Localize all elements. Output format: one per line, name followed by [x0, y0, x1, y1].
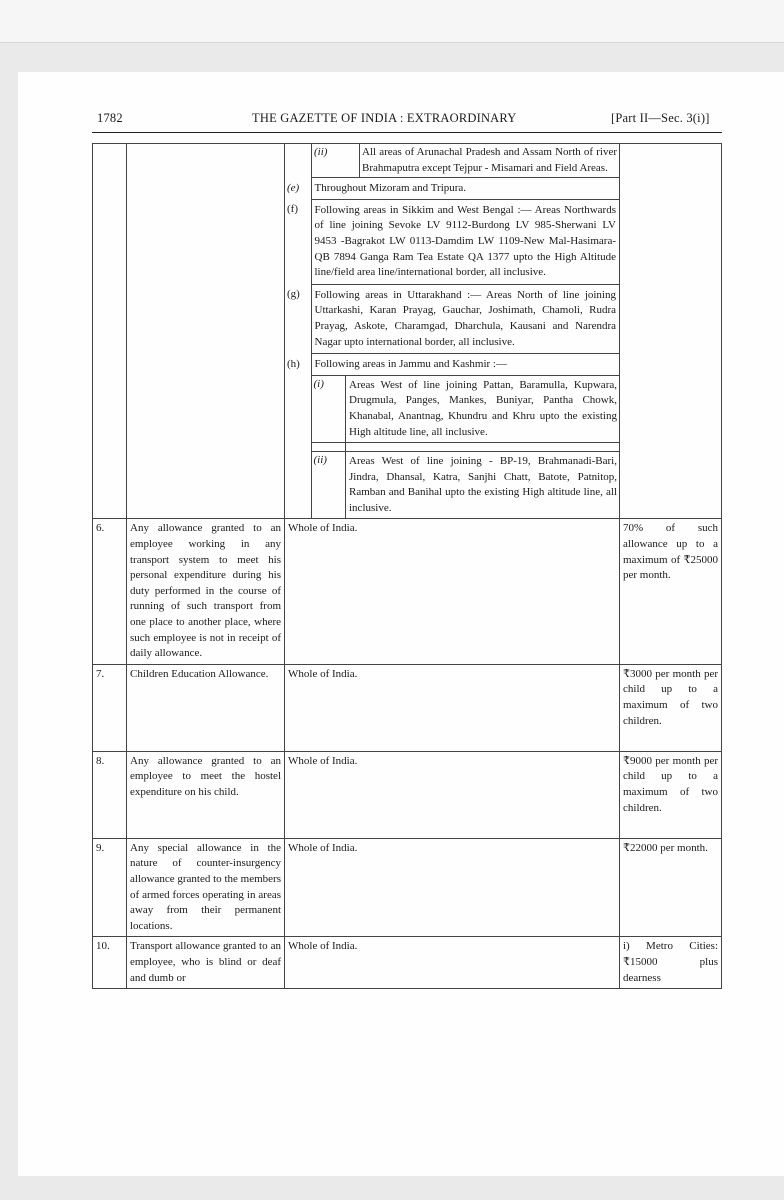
- area-text: All areas of Arunachal Pradesh and Assam North of river Brahmaputra except Tejpur - Misamari and Field Areas.: [360, 144, 620, 178]
- area-value: Whole of India.: [285, 751, 620, 838]
- sub-marker: (ii): [312, 144, 360, 178]
- row-number: 8.: [93, 751, 127, 838]
- area-text: Following areas in Jammu and Kashmir :—: [312, 354, 620, 376]
- allowance-description: Transport allowance granted to an employee, who is blind or deaf and dumb or: [127, 937, 285, 989]
- allowance-description: Children Education Allowance.: [127, 664, 285, 751]
- area-text: Areas West of line joining - BP-19, Brahmanadi-Bari, Jindra, Dhansal, Katra, Sanjhi Chatt, Batote, Patnitop, Ramban and Banihal upto the existing High altitude line, all inclusive.: [346, 452, 620, 519]
- item-marker: (h): [287, 357, 300, 370]
- cell-area-continued: [285, 144, 620, 519]
- list-item-d-ii: [285, 144, 619, 178]
- area-text: Throughout Mizoram and Tripura.: [311, 178, 619, 199]
- cell-limit-continued: [620, 144, 722, 519]
- area-value: Whole of India.: [285, 519, 620, 664]
- area-text: Areas West of line joining Pattan, Baramulla, Kupwara, Drugmula, Panges, Mankes, Buniyar, Pantha Chowk, Khanabal, Anantnag, Khundru and Khru upto the existing High altitude line, all inclusive.: [346, 376, 620, 443]
- table-row: [93, 519, 722, 664]
- exemption-limit: ₹3000 per month per child up to a maximum of two children.: [620, 664, 722, 751]
- sub-marker: (ii): [312, 452, 346, 519]
- exemption-limit: ₹9000 per month per child up to a maximum of two children.: [620, 751, 722, 838]
- allowance-table: [92, 143, 722, 989]
- list-item-g: [285, 284, 619, 353]
- part-section: [Part II—Sec. 3(i)]: [611, 111, 710, 125]
- exemption-limit: 70% of such allowance up to a maximum of ₹25000 per month.: [620, 519, 722, 664]
- table-row: [93, 751, 722, 838]
- exemption-limit: ₹22000 per month.: [620, 838, 722, 937]
- area-value: Whole of India.: [285, 937, 620, 989]
- list-item-h: [285, 354, 619, 519]
- area-text: Following areas in Sikkim and West Bengal :— Areas Northwards of line joining Sevoke LV 9112-Burdong LV 985-Sherwani LV 9453 -Bagrakot LW 0113-Damdim LW 1109-New Mal-Hasimara-QB 7894 Ganga Ram Tea Estate QA 1377 upto the High Altitude line/field area line/international border, all inclusive.: [311, 199, 619, 284]
- table-row: [93, 838, 722, 937]
- list-item-f: [285, 199, 619, 284]
- viewer-top-bar: [0, 0, 784, 43]
- sub-marker: (i): [312, 376, 346, 443]
- item-marker: (f): [287, 203, 298, 216]
- gazette-title: THE GAZETTE OF INDIA : EXTRAORDINARY: [252, 111, 517, 125]
- row-number: 9.: [93, 838, 127, 937]
- item-marker: (g): [287, 288, 300, 301]
- row-number: 7.: [93, 664, 127, 751]
- allowance-description: Any allowance granted to an employee to meet the hostel expenditure on his child.: [127, 751, 285, 838]
- row-number: 6.: [93, 519, 127, 664]
- cell-no-continued: [93, 144, 127, 519]
- area-value: Whole of India.: [285, 664, 620, 751]
- area-value: Whole of India.: [285, 838, 620, 937]
- area-sublist: [285, 144, 619, 518]
- cell-desc-continued: [127, 144, 285, 519]
- list-item-e: [285, 178, 619, 199]
- allowance-description: Any special allowance in the nature of counter-insurgency allowance granted to the members of armed forces operating in areas away from their permanent locations.: [127, 838, 285, 937]
- list-item-h-ii: [312, 452, 620, 519]
- area-text: Following areas in Uttarakhand :— Areas North of line joining Uttarkashi, Karan Prayag, Gauchar, Joshimath, Chamoli, Rudra Prayag, Askote, Charamgad, Dharchula, Kausani and Narendra Nagar upto international border, all inclusive.: [311, 284, 619, 353]
- table-row: [93, 664, 722, 751]
- page-number: 1782: [97, 111, 123, 125]
- header-rule: [92, 132, 722, 133]
- exemption-limit: i) Metro Cities: ₹15000 plus dearness: [620, 937, 722, 989]
- item-marker: (e): [287, 182, 300, 195]
- list-item-h-i: [312, 376, 620, 443]
- allowance-description: Any allowance granted to an employee working in any transport system to meet his personal expenditure during his duty performed in the course of running of such transport from one place to another place, where such employee is not in receipt of daily allowance.: [127, 519, 285, 664]
- table-row-continued: [93, 144, 722, 519]
- table-row: [93, 937, 722, 989]
- row-number: 10.: [93, 937, 127, 989]
